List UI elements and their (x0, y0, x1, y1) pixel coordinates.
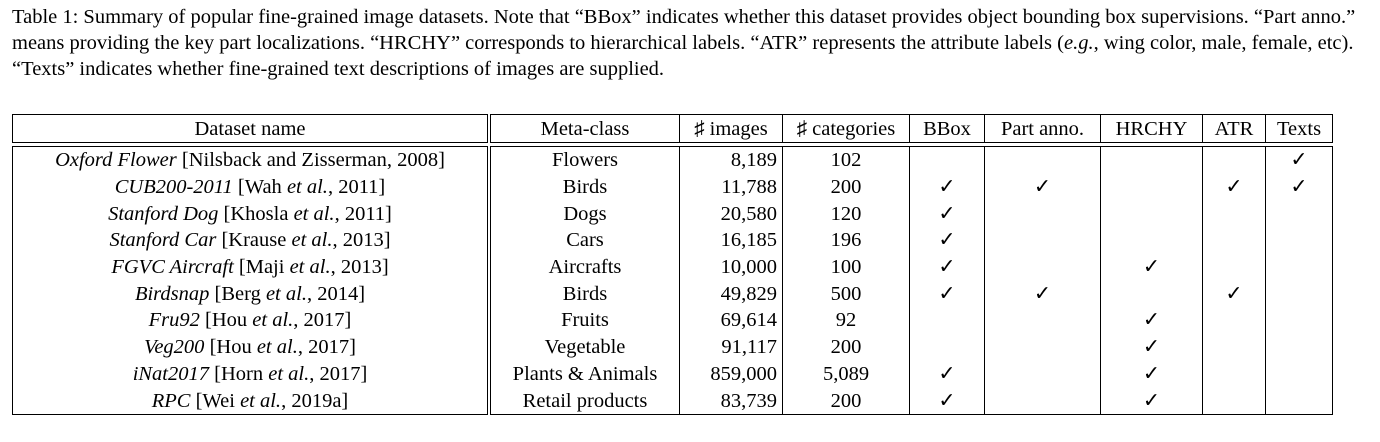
dataset-name-cell (13, 147, 490, 174)
bbox-cell (910, 387, 985, 414)
texts-cell (1266, 280, 1333, 307)
images-cell: 859,000 (680, 361, 783, 388)
bbox-cell (910, 361, 985, 388)
atr-cell (1203, 200, 1266, 227)
meta-class-cell: Birds (489, 280, 680, 307)
images-cell: 10,000 (680, 254, 783, 281)
citation-etal: et al. (252, 309, 294, 332)
header-row (13, 115, 1333, 143)
meta-class-cell: Cars (489, 227, 680, 254)
table-row (13, 361, 1333, 388)
texts-cell (1266, 307, 1333, 334)
citation-end: , 2013] (330, 256, 389, 279)
images-cell: 91,117 (680, 334, 783, 361)
col-images: ♯ images (680, 115, 783, 143)
dataset-name-cell (13, 254, 490, 281)
categories-cell: 196 (783, 227, 910, 254)
hrchy-cell (1101, 307, 1203, 334)
dataset-name: CUB200-2011 (114, 176, 233, 199)
check-icon: ✓ (1033, 176, 1052, 199)
atr-cell (1203, 254, 1266, 281)
categories-cell: 100 (783, 254, 910, 281)
dataset-name-cell (13, 387, 490, 414)
check-icon: ✓ (938, 202, 956, 225)
texts-cell (1266, 174, 1333, 201)
bbox-cell (910, 307, 985, 334)
part-anno-cell (985, 387, 1101, 414)
meta-class-cell: Birds (489, 174, 680, 201)
citation-etal: et al. (268, 362, 310, 385)
check-icon: ✓ (938, 282, 956, 305)
dataset-name: Stanford Dog (108, 202, 219, 225)
citation-etal: et al. (286, 176, 328, 199)
part-anno-cell (985, 334, 1101, 361)
hrchy-cell (1101, 254, 1203, 281)
citation: [Nilsback and Zisserman, 2008] (181, 149, 445, 172)
meta-class-cell: Flowers (489, 147, 680, 174)
categories-cell: 102 (783, 147, 910, 174)
texts-cell (1266, 387, 1333, 414)
citation-end: , 2017] (293, 309, 352, 332)
dataset-name-cell (13, 334, 490, 361)
check-icon: ✓ (938, 389, 956, 412)
atr-cell (1203, 174, 1266, 201)
check-icon: ✓ (1225, 176, 1243, 199)
bbox-cell (910, 174, 985, 201)
citation: [Wei (195, 389, 241, 412)
col-dataset-name: Dataset name (13, 115, 490, 143)
table-row (13, 254, 1333, 281)
categories-cell: 200 (783, 174, 910, 201)
table-row (13, 174, 1333, 201)
table-caption (12, 4, 1357, 82)
bbox-cell (910, 334, 985, 361)
citation-end: , 2011] (334, 202, 392, 225)
bbox-cell (910, 280, 985, 307)
atr-cell (1203, 227, 1266, 254)
check-icon: ✓ (1225, 282, 1243, 305)
dataset-name-cell (13, 361, 490, 388)
dataset-name: Veg200 (144, 336, 205, 359)
caption-eg: e.g. (1064, 32, 1094, 54)
dataset-name-cell (13, 227, 490, 254)
col-hrchy: HRCHY (1101, 115, 1203, 143)
dataset-name: Oxford Flower (55, 149, 177, 172)
caption-text: Table 1: Summary of popular fine-grained image datasets. Note that “BBox” indicates whether this dataset provides object bounding box supervisions. “Part anno.” means providing the key part localizations. “HRCHY” corresponds to hierarchical labels. “ATR” represents the attribute labels ( (12, 6, 1356, 54)
citation: [Maji (238, 256, 290, 279)
dataset-name: iNat2017 (132, 362, 210, 385)
table-row (13, 307, 1333, 334)
images-cell: 83,739 (680, 387, 783, 414)
meta-class-cell: Dogs (489, 200, 680, 227)
datasets-table (12, 114, 1333, 415)
hrchy-cell (1101, 200, 1203, 227)
bbox-cell (910, 254, 985, 281)
dataset-name-cell (13, 200, 490, 227)
dataset-name-cell (13, 280, 490, 307)
categories-cell: 5,089 (783, 361, 910, 388)
table-row (13, 227, 1333, 254)
citation-end: , 2019a] (281, 389, 349, 412)
meta-class-cell: Retail products (489, 387, 680, 414)
categories-cell: 500 (783, 280, 910, 307)
check-icon: ✓ (938, 229, 956, 252)
dataset-name: Stanford Car (109, 229, 217, 252)
part-anno-cell (985, 174, 1101, 201)
dataset-name: Birdsnap (134, 282, 210, 305)
part-anno-cell (985, 254, 1101, 281)
categories-cell: 120 (783, 200, 910, 227)
caption-text-end: , wing color, male, female, etc). “Texts” indicates whether fine-grained text descriptions of images are supplied. (12, 32, 1354, 80)
citation-etal: et al. (291, 229, 333, 252)
table-row (13, 280, 1333, 307)
categories-cell: 200 (783, 334, 910, 361)
check-icon: ✓ (1142, 336, 1161, 359)
part-anno-cell (985, 227, 1101, 254)
atr-cell (1203, 334, 1266, 361)
citation-etal: et al. (293, 202, 335, 225)
atr-cell (1203, 147, 1266, 174)
texts-cell (1266, 227, 1333, 254)
meta-class-cell: Plants & Animals (489, 361, 680, 388)
citation: [Berg (214, 282, 266, 305)
check-icon: ✓ (1142, 309, 1161, 332)
meta-class-cell: Aircrafts (489, 254, 680, 281)
texts-cell (1266, 147, 1333, 174)
table-row (13, 387, 1333, 414)
atr-cell (1203, 307, 1266, 334)
dataset-name: Fru92 (148, 309, 200, 332)
categories-cell: 200 (783, 387, 910, 414)
hrchy-cell (1101, 227, 1203, 254)
hrchy-cell (1101, 280, 1203, 307)
citation-end: , 2017] (309, 362, 368, 385)
check-icon: ✓ (1142, 389, 1161, 412)
check-icon: ✓ (1142, 362, 1161, 385)
col-atr: ATR (1203, 115, 1266, 143)
part-anno-cell (985, 280, 1101, 307)
check-icon: ✓ (1290, 176, 1308, 199)
images-cell: 16,185 (680, 227, 783, 254)
col-part-anno: Part anno. (985, 115, 1101, 143)
bbox-cell (910, 147, 985, 174)
col-texts: Texts (1266, 115, 1333, 143)
table-row (13, 200, 1333, 227)
atr-cell (1203, 361, 1266, 388)
atr-cell (1203, 280, 1266, 307)
citation-etal: et al. (256, 336, 298, 359)
images-cell: 69,614 (680, 307, 783, 334)
categories-cell: 92 (783, 307, 910, 334)
dataset-name: RPC (151, 389, 191, 412)
check-icon: ✓ (938, 176, 956, 199)
citation: [Krause (221, 229, 292, 252)
check-icon: ✓ (1290, 149, 1308, 172)
check-icon: ✓ (938, 256, 956, 279)
part-anno-cell (985, 361, 1101, 388)
table-row (13, 147, 1333, 174)
citation-end: , 2017] (297, 336, 356, 359)
citation: [Hou (209, 336, 257, 359)
dataset-name-cell (13, 307, 490, 334)
images-cell: 20,580 (680, 200, 783, 227)
citation: [Khosla (223, 202, 294, 225)
citation: [Hou (205, 309, 253, 332)
hrchy-cell (1101, 361, 1203, 388)
bbox-cell (910, 227, 985, 254)
hrchy-cell (1101, 387, 1203, 414)
check-icon: ✓ (1142, 256, 1161, 279)
images-cell: 11,788 (680, 174, 783, 201)
citation: [Wah (237, 176, 287, 199)
citation: [Horn (214, 362, 269, 385)
hrchy-cell (1101, 334, 1203, 361)
citation-end: , 2011] (327, 176, 386, 199)
hrchy-cell (1101, 174, 1203, 201)
part-anno-cell (985, 307, 1101, 334)
texts-cell (1266, 254, 1333, 281)
dataset-name: FGVC Aircraft (111, 256, 234, 279)
check-icon: ✓ (938, 362, 956, 385)
hrchy-cell (1101, 147, 1203, 174)
bbox-cell (910, 200, 985, 227)
texts-cell (1266, 361, 1333, 388)
citation-etal: et al. (240, 389, 282, 412)
dataset-name-cell (13, 174, 490, 201)
citation-end: , 2013] (332, 229, 391, 252)
part-anno-cell (985, 147, 1101, 174)
images-cell: 49,829 (680, 280, 783, 307)
images-cell: 8,189 (680, 147, 783, 174)
citation-etal: et al. (265, 282, 307, 305)
col-meta-class: Meta-class (489, 115, 680, 143)
texts-cell (1266, 200, 1333, 227)
part-anno-cell (985, 200, 1101, 227)
citation-etal: et al. (289, 256, 331, 279)
texts-cell (1266, 334, 1333, 361)
check-icon: ✓ (1033, 282, 1052, 305)
col-categories: ♯ categories (783, 115, 910, 143)
col-bbox: BBox (910, 115, 985, 143)
table-row (13, 334, 1333, 361)
citation-end: , 2014] (306, 282, 366, 305)
atr-cell (1203, 387, 1266, 414)
meta-class-cell: Vegetable (489, 334, 680, 361)
meta-class-cell: Fruits (489, 307, 680, 334)
table-body (13, 147, 1333, 415)
